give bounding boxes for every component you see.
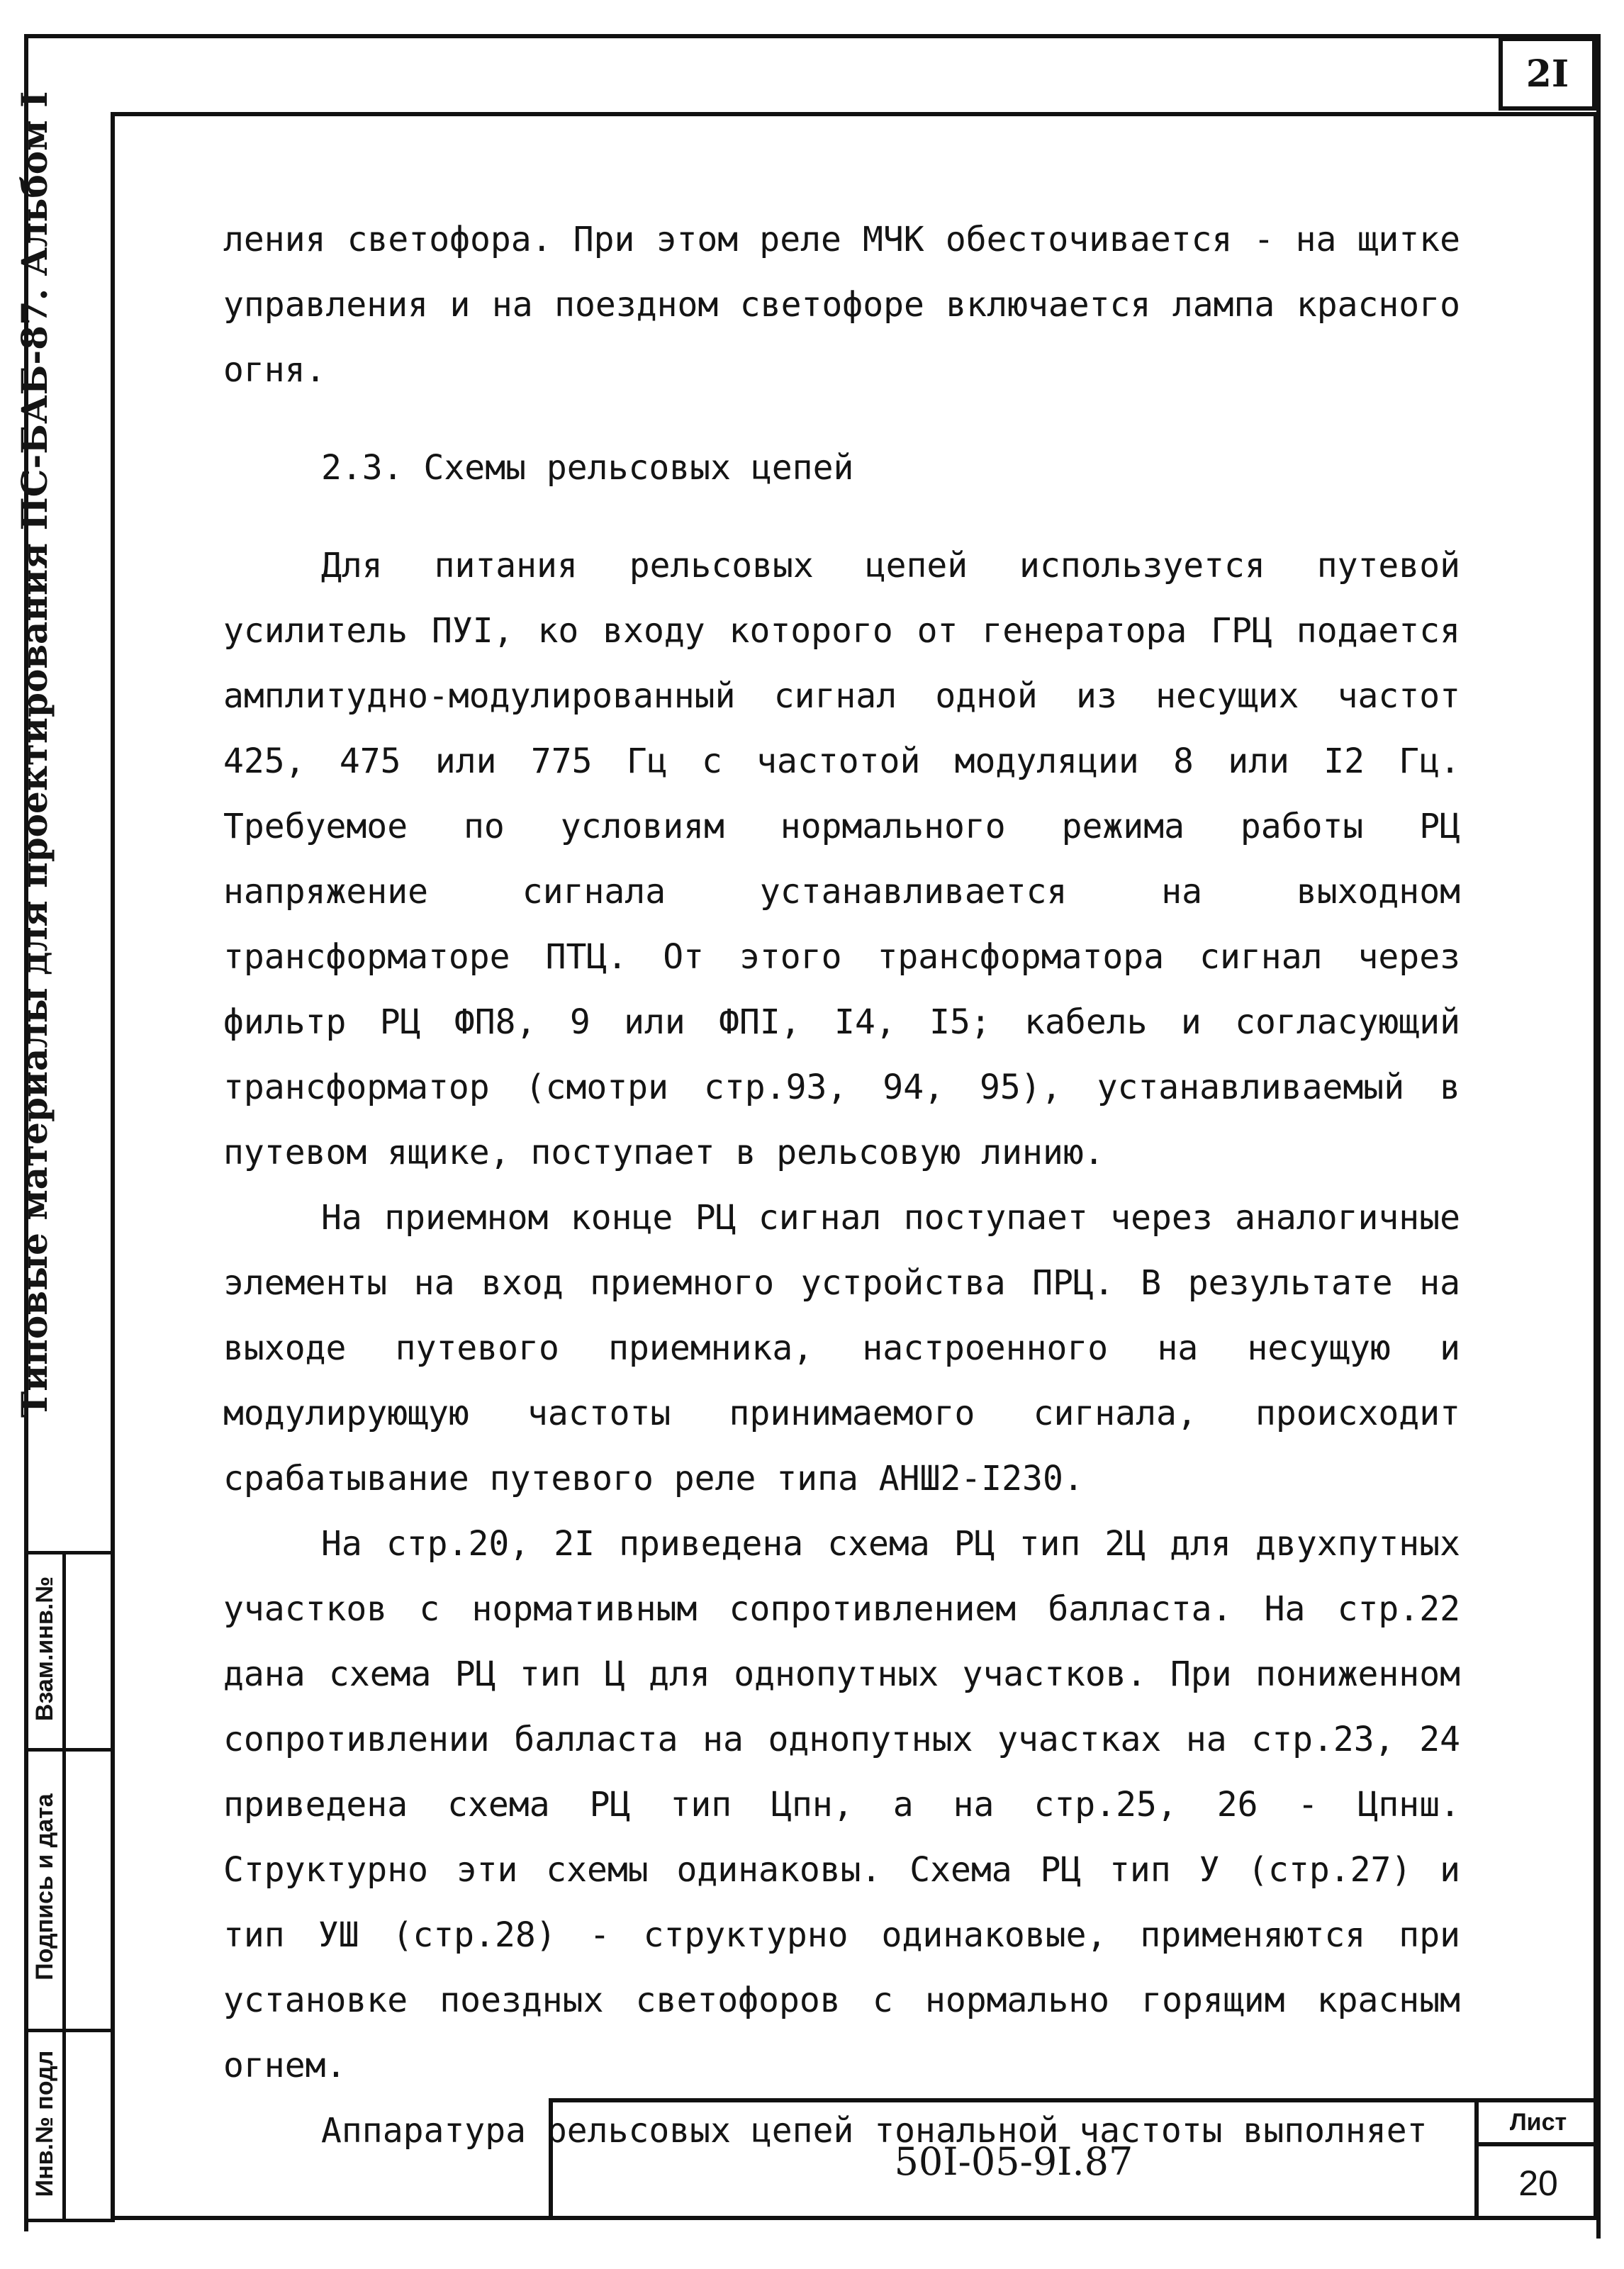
sheet-label: Лист <box>1474 2102 1598 2146</box>
document-code: 50I-05-9I.87 <box>894 2139 1133 2184</box>
section-heading: 2.3. Схемы рельсовых цепей <box>321 448 854 488</box>
sheet-number: 20 <box>1474 2146 1598 2220</box>
page-number: 2I <box>1499 37 1596 111</box>
body-text <box>223 207 1460 2163</box>
stamp-inv-sub: Инв.№ подл <box>31 2050 58 2197</box>
title-block <box>549 2098 1598 2220</box>
paragraph-1: ления светофора. При этом реле МЧК обесточивается - на щитке управления и на поездном светофоре включается лампа красного огня. <box>223 220 1460 390</box>
paragraph-2: Для питания рельсовых цепей используется путевой усилитель ПУI, ко входу которого от генератора ГРЦ подается амплитудно-модулированный сигнал одной из несущих частот 425, 475 или 775 Гц с частотой модуляции 8 или I2 Гц. Требуемое по условиям нормального режима работы РЦ напряжение сигнала устанавливается на выходном трансформаторе ПТЦ. От этого трансформатора сигнал через фильтр РЦ ФП8, 9 или ФПI, I4, I5; кабель и согласующий трансформатор (смотри стр.93, 94, 95), устанавливаемый в путевом ящике, поступает в рельсовую линию. <box>223 546 1460 1172</box>
stamp-exchange-inv: Взам.инв.№ <box>31 1576 58 1722</box>
top-border-line <box>24 34 1599 38</box>
stamp-strip-bottom <box>24 2219 115 2222</box>
paragraph-5: Аппаратура рельсовых цепей тональной частоты выполняет <box>321 2111 1428 2151</box>
stamp-signature-date: Подпись и дата <box>31 1793 58 1981</box>
side-title: Типовые материалы для проектирования ПС-БАБ-87. Альбом I <box>13 91 55 1418</box>
paragraph-3: На приемном конце РЦ сигнал поступает через аналогичные элементы на вход приемного устройства ПРЦ. В результате на выходе путевого приемника, настроенного на несущую и модулирующую частоты принимаемого сигнала, происходит срабатывание путевого реле типа АНШ2-I230. <box>223 1198 1460 1498</box>
stamp-strip-divider <box>62 1551 66 2220</box>
paragraph-4: На стр.20, 2I приведена схема РЦ тип 2Ц для двухпутных участков с нормативным сопротивлением балласта. На стр.22 дана схема РЦ тип Ц для однопутных участков. При пониженном сопротивлении балласта на однопутных участках на стр.23, 24 приведена схема РЦ тип Цпн, а на стр.25, 26 - Цпнш. Структурно эти схемы одинаковы. Схема РЦ тип У (стр.27) и тип УШ (стр.28) - структурно одинаковые, применяются при установке поездных светофоров с нормально горящим красным огнем. <box>223 1524 1460 2085</box>
